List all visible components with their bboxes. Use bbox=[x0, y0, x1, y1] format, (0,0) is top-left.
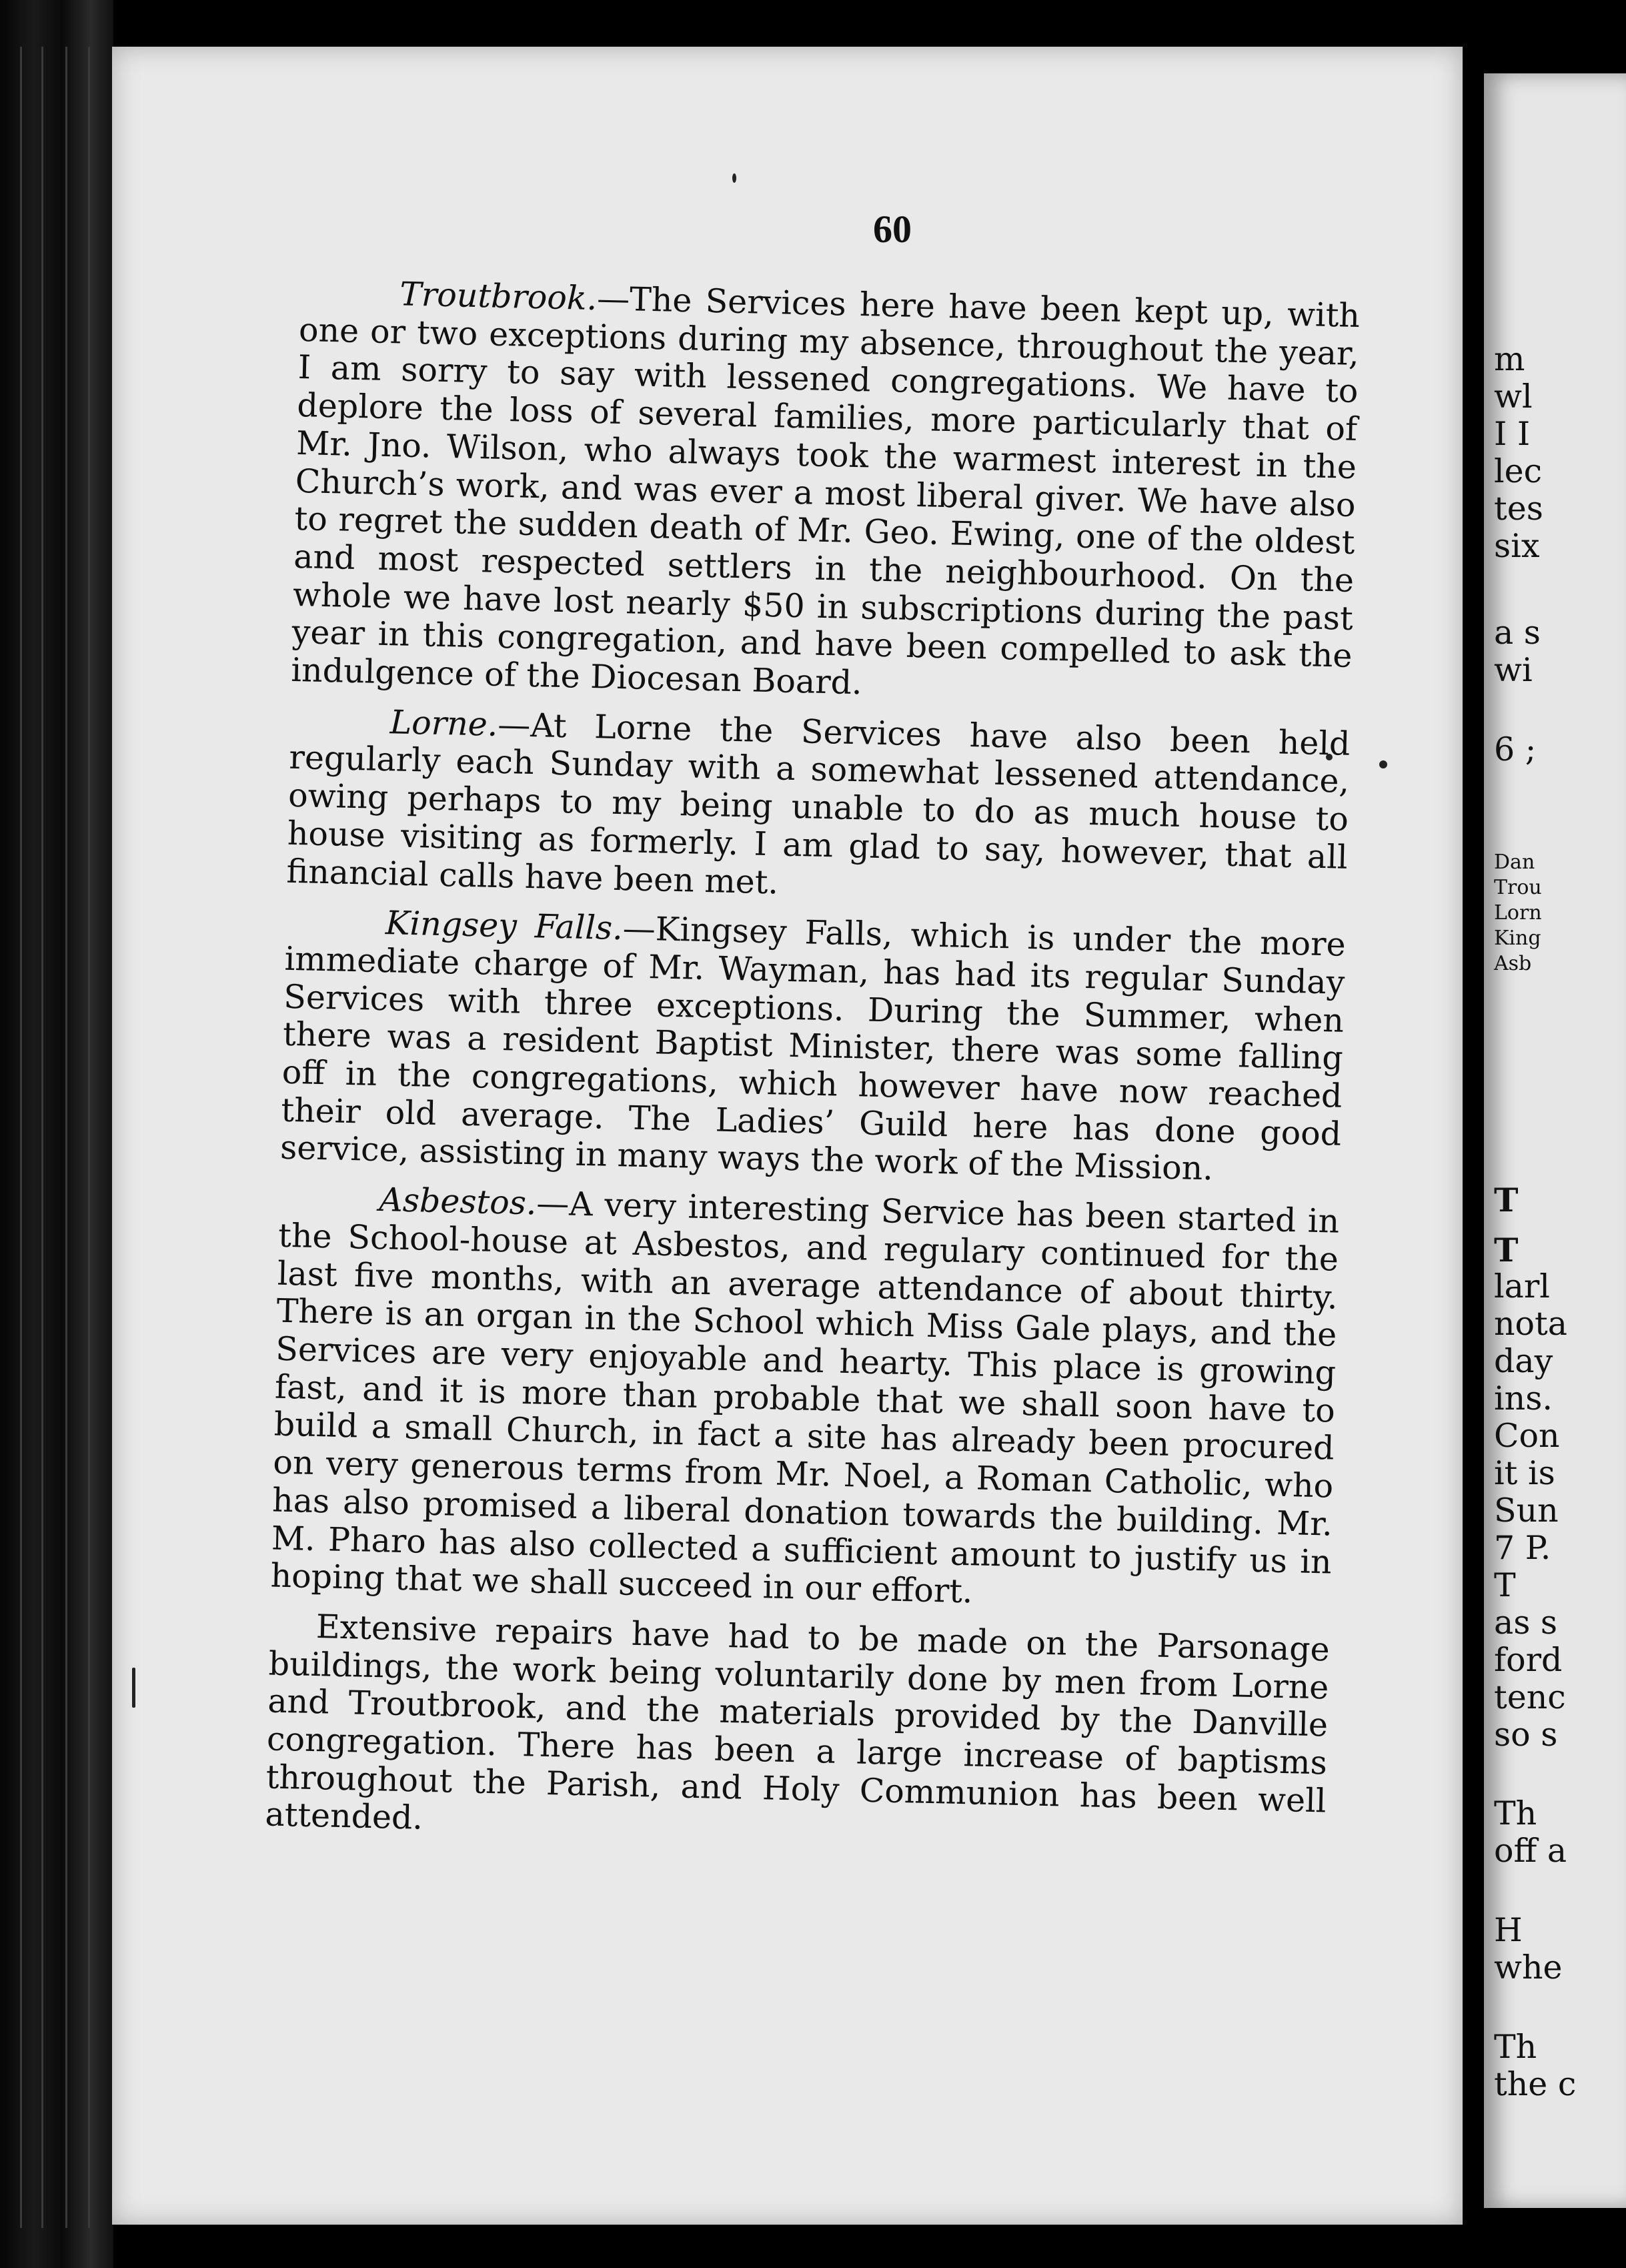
paragraph-lead: Kingsey Falls. bbox=[385, 904, 624, 948]
spine-edge-line bbox=[41, 47, 43, 2228]
adjacent-fragment: Trou bbox=[1494, 876, 1542, 899]
paragraph-lead: Asbestos. bbox=[378, 1181, 538, 1223]
adjacent-fragment: T bbox=[1494, 1566, 1516, 1604]
adjacent-fragment: m bbox=[1494, 340, 1525, 378]
adjacent-page bbox=[1484, 73, 1626, 2208]
adjacent-fragment: T bbox=[1494, 1231, 1519, 1269]
paragraph-text: —At Lorne the Services have also been held regularly each Sunday with a somewhat lessened attendance, owing perhaps to my being unable to do as much house to house visiting as formerly. I am glad to say, however, that all financial calls have been met. bbox=[286, 705, 1351, 902]
paragraph-text: —A very interesting Service has been started in the School-house at Asbestos, and regulary continued for the last five months, with an average attendance of about thirty. There is an organ in the School which Miss Gale plays, and the Services are very enjoyable and hearty. This place is growing fast, and it is more than probable that we shall soon have to build a small Church, in fact a site has already been procured on very generous terms from Mr. Noel, a Roman Catholic, who has also promised a liberal donation towards the building. Mr. M. Pharo has also collected a sufficient amount to justify us in hoping that we shall succeed in our effort. bbox=[270, 1184, 1340, 1611]
paragraph-text: —The Services here have been kept up, with one or two exceptions during my absence, throughout the year, I am sorry to say with lessened congregations. We have to deplore the loss of several families, more particularly that of Mr. Jno. Wilson, who always took the warmest interest in the Church’s work, and was ever a most liberal giver. We have also to regret the sudden death of Mr. Geo. Ewing, one of the oldest and most respected settlers in the neighbourhood. On the whole we have lost nearly $50 in subscriptions during the past year in this congregation, and have been compelled to ask the indulgence of the Diocesan Board. bbox=[290, 279, 1361, 702]
paragraph-lead: Lorne. bbox=[389, 702, 498, 744]
paragraph-lead: Troutbrook. bbox=[399, 275, 598, 318]
adjacent-fragment: off a bbox=[1494, 1832, 1567, 1870]
adjacent-fragment: ford bbox=[1494, 1641, 1563, 1679]
spine-edge-line bbox=[20, 47, 22, 2228]
adjacent-fragment: Th bbox=[1494, 1794, 1537, 1832]
adjacent-fragment: tenc bbox=[1494, 1678, 1566, 1716]
adjacent-fragment: it is bbox=[1494, 1454, 1555, 1492]
adjacent-fragment: H bbox=[1494, 1911, 1523, 1949]
adjacent-fragment: wi bbox=[1494, 651, 1533, 689]
print-speck bbox=[732, 173, 736, 183]
adjacent-fragment: T bbox=[1494, 1181, 1519, 1219]
adjacent-fragment: Th bbox=[1494, 2028, 1537, 2066]
body-text bbox=[265, 273, 1361, 1870]
adjacent-fragment: lec bbox=[1494, 452, 1543, 490]
adjacent-fragment: six bbox=[1494, 527, 1540, 565]
adjacent-fragment: larl bbox=[1494, 1267, 1550, 1305]
print-speck bbox=[132, 1668, 135, 1708]
adjacent-fragment: whe bbox=[1494, 1948, 1563, 1987]
page-number: 60 bbox=[873, 207, 912, 251]
spine-edge-line bbox=[88, 47, 90, 2228]
adjacent-fragment: wl bbox=[1494, 378, 1533, 416]
paragraph-text: —Kingsey Falls, which is under the more immediate charge of Mr. Wayman, has had its regular Sunday Services with three exceptions. During the Summer, when there was a resident Baptist Minister, there was some falling off in the congregations, which however have now reached their old average. The Ladies’ Guild here has done good service, assisting in many ways the work of the Mission. bbox=[279, 909, 1347, 1188]
adjacent-fragment: Lorn bbox=[1494, 901, 1542, 925]
paragraph-troutbrook bbox=[291, 273, 1361, 714]
paragraph-repairs bbox=[265, 1607, 1330, 1858]
adjacent-fragment: Asb bbox=[1494, 952, 1532, 975]
spine-edge-line bbox=[65, 47, 67, 2228]
adjacent-fragment: King bbox=[1494, 927, 1541, 950]
print-speck bbox=[1379, 760, 1387, 768]
adjacent-fragment: the c bbox=[1494, 2065, 1577, 2103]
adjacent-fragment: so s bbox=[1494, 1716, 1558, 1754]
adjacent-fragment: I I bbox=[1494, 415, 1531, 453]
adjacent-fragment: as s bbox=[1494, 1604, 1558, 1642]
adjacent-fragment: Sun bbox=[1494, 1492, 1559, 1530]
adjacent-fragment: Con bbox=[1494, 1417, 1560, 1455]
adjacent-fragment: Dan bbox=[1494, 851, 1535, 874]
adjacent-fragment: 6 ; bbox=[1494, 730, 1537, 768]
paragraph-kingsey-falls bbox=[280, 903, 1347, 1191]
paragraph-lorne bbox=[286, 702, 1351, 915]
adjacent-fragment: tes bbox=[1494, 490, 1543, 528]
adjacent-fragment: nota bbox=[1494, 1305, 1567, 1343]
adjacent-fragment: a s bbox=[1494, 614, 1541, 652]
adjacent-fragment: day bbox=[1494, 1342, 1553, 1380]
adjacent-fragment: 7 P. bbox=[1494, 1529, 1551, 1567]
adjacent-fragment: ins. bbox=[1494, 1379, 1553, 1418]
paragraph-text: Extensive repairs have had to be made on the Parsonage buildings, the work being voluntarily done by men from Lorne and Troutbrook, and the materials provided by the Danville congregation. There has been a large increase of baptisms throughout the Parish, and Holy Communion has been well attended. bbox=[264, 1607, 1331, 1838]
paragraph-asbestos bbox=[270, 1179, 1340, 1620]
book-spine bbox=[0, 0, 113, 2268]
